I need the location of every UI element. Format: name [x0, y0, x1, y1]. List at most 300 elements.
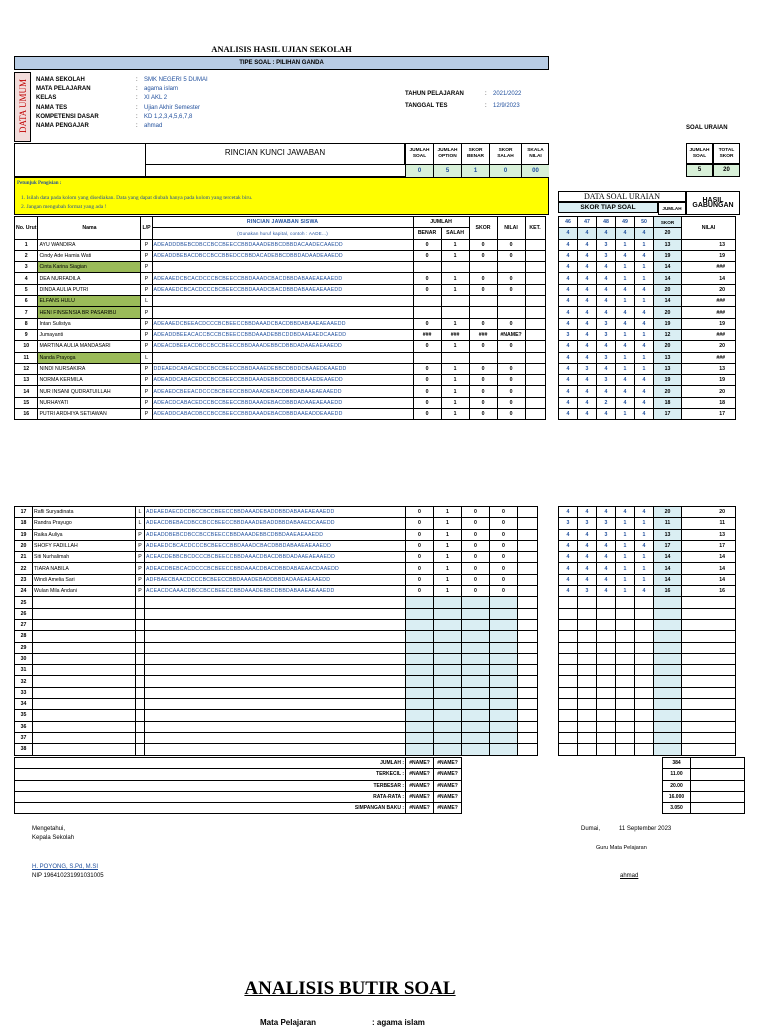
score: 0 — [469, 409, 497, 420]
essay-row-empty — [559, 744, 736, 755]
essay-count-value[interactable]: 5 — [686, 164, 713, 177]
score: 0 — [469, 341, 497, 352]
essay-score[interactable]: 4 — [578, 273, 597, 284]
student-answers[interactable]: ADEACDBEBACDBCCBCCBEECCBBDAAADEBADDBBDABAAEDCAAEDD — [145, 518, 406, 529]
score: 0 — [462, 563, 490, 574]
essay-score[interactable]: 4 — [559, 262, 578, 273]
correct-count — [413, 352, 441, 363]
essay-score[interactable]: 1 — [635, 296, 654, 307]
essay-score[interactable]: 1 — [635, 352, 654, 363]
correct-count: 0 — [406, 574, 434, 585]
correct-count: 0 — [413, 386, 441, 397]
essay-score[interactable]: 4 — [559, 563, 578, 574]
essay-score[interactable]: 4 — [597, 563, 616, 574]
essay-score[interactable]: 2 — [597, 397, 616, 408]
essay-score[interactable]: 1 — [635, 273, 654, 284]
essay-score[interactable]: 4 — [559, 529, 578, 540]
gender[interactable]: P — [136, 529, 145, 540]
key-value[interactable]: 0 — [405, 164, 433, 177]
gender[interactable]: P — [141, 273, 152, 284]
essay-score[interactable]: 4 — [616, 284, 635, 295]
essay-score[interactable]: 4 — [578, 239, 597, 250]
student-name[interactable]: NINDI NURSAKIRA — [38, 363, 141, 374]
gender[interactable]: P — [141, 375, 152, 386]
essay-score[interactable]: 4 — [635, 540, 654, 551]
essay-score[interactable]: 3 — [597, 352, 616, 363]
essay-score[interactable]: 4 — [597, 409, 616, 420]
empty-row: 36 — [15, 721, 538, 732]
student-name[interactable]: Randra Prayugo — [33, 518, 136, 529]
essay-score[interactable]: 4 — [635, 586, 654, 597]
student-name[interactable]: Siti Nurhalimah — [33, 552, 136, 563]
essay-score[interactable]: 1 — [616, 352, 635, 363]
grade: 0 — [497, 284, 525, 295]
item-analysis-title: ANALISIS BUTIR SOAL — [244, 978, 456, 999]
gender[interactable]: P — [141, 239, 152, 250]
table-row: 20 SHOFY FADILLAH P ADEAEDCBCACDCCCBCBEECCBBDAAADCBACDBBDABAAEAEAAEDD 0 1 0 0 — [15, 540, 538, 551]
student-name[interactable]: Cindy Ade Hamia Wati — [38, 250, 141, 261]
essay-score[interactable]: 4 — [635, 250, 654, 261]
essay-score[interactable]: 4 — [635, 318, 654, 329]
essay-score[interactable]: 4 — [578, 386, 597, 397]
remarks — [525, 341, 545, 352]
essay-score[interactable]: 1 — [616, 552, 635, 563]
student-answers[interactable]: ADEAEDCBEEACDCCCBCBEECCBBDAAADEBACDBBDABAAEAEAAEDD — [152, 386, 413, 397]
essay-score[interactable]: 4 — [559, 239, 578, 250]
student-answers[interactable] — [152, 262, 413, 273]
essay-score[interactable]: 4 — [578, 397, 597, 408]
student-answers[interactable]: ADEAAEDCBCACDCCCBCBEECCBBDAAADCBACDBBDABAAEAEAAEDD — [152, 273, 413, 284]
student-answers[interactable]: ACEACDEBBCBCDCCCBCBEECCBBDAAACDBACDBBDADAAEAEAAEDD — [145, 552, 406, 563]
empty-row: 30 — [15, 653, 538, 664]
wrong-count: 1 — [434, 540, 462, 551]
empty-row: 31 — [15, 665, 538, 676]
test-info-row: TANGGAL TES : 12/9/2023 — [405, 103, 520, 109]
wrong-count: 1 — [441, 363, 469, 374]
student-answers[interactable]: ADEADDCABACDBCCBCCBEECCBBDAAADEBACDBBDAAEADDEAAEDD — [152, 409, 413, 420]
essay-score[interactable]: 4 — [597, 296, 616, 307]
gender[interactable]: P — [136, 563, 145, 574]
table-row: 14 NUR INSANI QUDRATUILLAH P ADEAEDCBEEACDCCCBCBEECCBBDAAADEBACDBBDABAAEAEAAEDD 0 1 0 0 — [15, 386, 546, 397]
essay-score[interactable]: 1 — [635, 329, 654, 340]
info-row: KOMPETENSI DASAR : KD 1,2,3,4,5,6,7,8 — [36, 113, 193, 120]
essay-row-empty — [559, 732, 736, 743]
table-row: 11 Nanda Prayoga L — [15, 352, 546, 363]
essay-score[interactable]: 3 — [559, 329, 578, 340]
combined-result-header: HASIL GABUNGAN — [686, 191, 740, 215]
wrong-count: 1 — [434, 574, 462, 585]
combined-grade: 13 — [682, 239, 736, 250]
wrong-count: 1 — [434, 507, 462, 518]
student-answers[interactable]: DDEAEDCABACEDCCBCCBEECCBBDAAAEDEBBCDBDDCBAAEDEAAEDD — [152, 363, 413, 374]
essay-score[interactable]: 4 — [597, 586, 616, 597]
essay-score[interactable]: 4 — [559, 250, 578, 261]
wrong-count: 1 — [434, 518, 462, 529]
remarks — [518, 540, 538, 551]
student-name[interactable]: Intan Sulistya — [38, 318, 141, 329]
essay-score[interactable]: 4 — [559, 574, 578, 585]
grade: 0 — [490, 563, 518, 574]
essay-score[interactable]: 4 — [635, 386, 654, 397]
student-answers[interactable]: ADEAAEDCBCACDCCCBCBEECCBBDAAADCBACDBBDABAAEAEAAEDD — [152, 284, 413, 295]
essay-score[interactable]: 4 — [578, 341, 597, 352]
essay-score[interactable]: 1 — [635, 363, 654, 374]
student-name[interactable]: NURHAYATI — [38, 397, 141, 408]
key-value[interactable]: 0 — [489, 164, 521, 177]
score: 0 — [462, 552, 490, 563]
essay-score[interactable]: 4 — [559, 397, 578, 408]
essay-score[interactable]: 4 — [559, 540, 578, 551]
grade: 0 — [490, 529, 518, 540]
gender[interactable]: P — [136, 552, 145, 563]
wrong-count — [441, 296, 469, 307]
wrong-count: 1 — [441, 239, 469, 250]
gender[interactable]: P — [136, 574, 145, 585]
essay-row-empty — [559, 699, 736, 710]
answer-key-input[interactable] — [145, 164, 405, 177]
essay-score[interactable]: 4 — [559, 318, 578, 329]
essay-score[interactable]: 1 — [635, 574, 654, 585]
stat-row: RATA-RATA : #NAME? #NAME? 16.000 — [15, 791, 745, 802]
essay-score[interactable]: 1 — [616, 574, 635, 585]
gender[interactable]: P — [141, 250, 152, 261]
essay-score[interactable]: 4 — [578, 352, 597, 363]
grade: 0 — [490, 574, 518, 585]
essay-sum: 13 — [654, 363, 682, 374]
essay-score[interactable]: 4 — [635, 284, 654, 295]
essay-score[interactable]: 3 — [597, 250, 616, 261]
gender[interactable]: P — [141, 318, 152, 329]
essay-sum: 14 — [654, 552, 682, 563]
essay-sum: 11 — [654, 518, 682, 529]
essay-score[interactable]: 4 — [578, 529, 597, 540]
gender[interactable]: P — [141, 307, 152, 318]
combined-grade: ### — [682, 329, 736, 340]
essay-score[interactable]: 4 — [578, 284, 597, 295]
key-value[interactable]: 00 — [521, 164, 549, 177]
gender[interactable]: P — [141, 386, 152, 397]
principal-nip: NIP 196410231991031005 — [32, 873, 104, 879]
essay-score[interactable]: 4 — [635, 397, 654, 408]
essay-score[interactable]: 4 — [616, 507, 635, 518]
essay-score[interactable]: 4 — [578, 262, 597, 273]
essay-score[interactable]: 4 — [559, 409, 578, 420]
combined-grade: 14 — [682, 552, 736, 563]
gender[interactable]: L — [136, 518, 145, 529]
essay-score[interactable]: 4 — [559, 296, 578, 307]
essay-score[interactable]: 4 — [578, 296, 597, 307]
essay-score[interactable]: 4 — [616, 318, 635, 329]
wrong-count: 1 — [441, 397, 469, 408]
table-row: 9 Jumayanti P ADEADDBEEACACCBCCBCBEECCBBDAAADEBBCDDBDAAEAEDCAAEDD ### ### ### #NAME? — [15, 329, 546, 340]
wrong-count: 1 — [441, 273, 469, 284]
essay-score[interactable]: 1 — [616, 586, 635, 597]
student-answers[interactable] — [152, 296, 413, 307]
essay-score[interactable]: 4 — [597, 386, 616, 397]
student-name[interactable]: Cinta Karina Siagian — [38, 262, 141, 273]
student-answers[interactable]: ADEADDCABACEDCCBCCBEECCBBDAAADEBBCDDBDCBAAEDEAAEDD — [152, 375, 413, 386]
essay-score[interactable]: 4 — [597, 341, 616, 352]
essay-score[interactable]: 4 — [578, 409, 597, 420]
essay-row — [559, 307, 736, 318]
essay-score[interactable]: 3 — [597, 239, 616, 250]
essay-sum: 13 — [654, 529, 682, 540]
table-row: 24 Wulan Mila Andani P ACEACDCAAACDBCCBCCBEECCBBDAAADEBBCDBBDABAAEAEAAEDD 0 1 0 0 — [15, 586, 538, 597]
essay-score[interactable]: 4 — [597, 507, 616, 518]
student-name[interactable]: DINDA AULIA PUTRI — [38, 284, 141, 295]
essay-row-empty — [559, 631, 736, 642]
student-answers[interactable]: ADFBAECBAACDCCCBCBEECCBBDAAADEBADDBBDADAAEAEAAEDD — [145, 574, 406, 585]
remarks — [525, 329, 545, 340]
essay-score[interactable]: 1 — [635, 529, 654, 540]
essay-score[interactable]: 4 — [597, 284, 616, 295]
essay-score[interactable]: 1 — [616, 363, 635, 374]
table-row: 1 AYU WANDIRA P ADEADDDBEBCDBCCBCCBEECCBBDAAADEBBCDBBDACAADECAAEDD 0 1 0 0 — [15, 239, 546, 250]
essay-score[interactable]: 4 — [559, 507, 578, 518]
essay-score[interactable]: 4 — [597, 307, 616, 318]
gender[interactable]: L — [136, 507, 145, 518]
essay-score[interactable]: 1 — [616, 563, 635, 574]
student-answers[interactable]: ADEACDBEBCACDCCCBCBEECCBBDAAACDBACDBBDABAEAACDAAEDD — [145, 563, 406, 574]
essay-score[interactable]: 4 — [559, 273, 578, 284]
student-answers[interactable]: ADEAEDCBCACDCCCBCBEECCBBDAAADCBACDBBDABAAEAEAAEDD — [145, 540, 406, 551]
essay-score[interactable]: 4 — [635, 307, 654, 318]
gender[interactable]: P — [136, 586, 145, 597]
student-name[interactable]: PUTRI ARDHIYA SETIAWAN — [38, 409, 141, 420]
principal-label: Kepala Sekolah — [32, 835, 75, 841]
essay-score[interactable]: 4 — [559, 341, 578, 352]
essay-score[interactable]: 4 — [578, 318, 597, 329]
student-name[interactable]: TIARA NABILA — [33, 563, 136, 574]
empty-row: 29 — [15, 642, 538, 653]
student-answers[interactable]: ADEADDDBEBCDBCCBCCBEECCBBDAAADEBBCDBBDACAADECAAEDD — [152, 239, 413, 250]
essay-score[interactable]: 4 — [559, 307, 578, 318]
essay-row — [559, 262, 736, 273]
subject-value: : agama islam — [372, 1018, 425, 1027]
student-answers[interactable] — [152, 307, 413, 318]
key-value[interactable]: 5 — [433, 164, 461, 177]
essay-score[interactable]: 1 — [616, 239, 635, 250]
essay-score[interactable]: 4 — [597, 363, 616, 374]
student-answers[interactable]: ADEAAEDCBEEACDCCCBCBEECCBBDAAADCBACDBBDABAAEAEAAEDD — [152, 318, 413, 329]
essay-score[interactable]: 1 — [616, 518, 635, 529]
gender[interactable]: P — [141, 284, 152, 295]
student-name[interactable]: NUR INSANI QUDRATUILLAH — [38, 386, 141, 397]
gender[interactable]: L — [141, 296, 152, 307]
essay-score[interactable]: 4 — [597, 552, 616, 563]
essay-row — [559, 540, 736, 551]
essay-row — [559, 529, 736, 540]
student-answers[interactable]: ADEACDCABACEDCCBCCBEECCBBDAAADEBACDBBDADAAEAEAAEDD — [152, 397, 413, 408]
score: 0 — [462, 586, 490, 597]
essay-score[interactable]: 4 — [578, 540, 597, 551]
gender[interactable]: P — [136, 540, 145, 551]
remarks — [518, 574, 538, 585]
essay-score[interactable]: 4 — [578, 574, 597, 585]
essay-score[interactable]: 1 — [635, 518, 654, 529]
essay-score[interactable]: 3 — [597, 518, 616, 529]
essay-score[interactable]: 1 — [616, 409, 635, 420]
student-answers[interactable]: ADEAEDAECDCDBCCBCCBEECCBBDAAADEBADDBBDABAAEAEAAEDD — [145, 507, 406, 518]
student-name[interactable]: ELFANS HULU — [38, 296, 141, 307]
essay-score[interactable]: 1 — [616, 262, 635, 273]
essay-score[interactable]: 4 — [578, 563, 597, 574]
essay-score[interactable]: 4 — [616, 341, 635, 352]
student-name[interactable]: Rafli Suryadinata — [33, 507, 136, 518]
essay-score[interactable]: 1 — [616, 296, 635, 307]
student-name[interactable]: AYU WANDIRA — [38, 239, 141, 250]
table-row: 17 Rafli Suryadinata L ADEAEDAECDCDBCCBCCBEECCBBDAAADEBADDBBDABAAEAEAAEDD 0 1 0 0 — [15, 507, 538, 518]
essay-score[interactable]: 4 — [616, 375, 635, 386]
grade: 0 — [490, 586, 518, 597]
test-info-row: TAHUN PELAJARAN : 2021/2022 — [405, 91, 522, 97]
remarks — [525, 397, 545, 408]
essay-score[interactable]: 3 — [597, 318, 616, 329]
combined-grade: 17 — [682, 540, 736, 551]
student-name[interactable]: Windi Amelia Sari — [33, 574, 136, 585]
essay-score[interactable]: 4 — [559, 363, 578, 374]
essay-score[interactable]: 4 — [635, 341, 654, 352]
student-name[interactable]: Nanda Prayoga — [38, 352, 141, 363]
essay-score[interactable]: 3 — [578, 363, 597, 374]
student-name[interactable]: MARTINA AULIA MANDASARI — [38, 341, 141, 352]
student-name[interactable]: Raika Auliya — [33, 529, 136, 540]
essay-table-2 — [558, 506, 736, 756]
essay-score[interactable]: 4 — [597, 574, 616, 585]
essay-score[interactable]: 4 — [616, 397, 635, 408]
essay-score[interactable]: 4 — [559, 386, 578, 397]
student-name[interactable]: DEA NURFADILA — [38, 273, 141, 284]
empty-row: 33 — [15, 687, 538, 698]
table-row: 3 Cinta Karina Siagian P — [15, 262, 546, 273]
test-type-banner: TIPE SOAL : PILIHAN GANDA — [14, 56, 549, 70]
table-row: 12 NINDI NURSAKIRA P DDEAEDCABACEDCCBCCBEECCBBDAAAEDEBBCDBDDCBAAEDEAAEDD 0 1 0 0 — [15, 363, 546, 374]
gender[interactable]: P — [141, 363, 152, 374]
gender[interactable]: P — [141, 262, 152, 273]
essay-row-empty — [559, 687, 736, 698]
student-answers[interactable] — [152, 352, 413, 363]
essay-score[interactable]: 4 — [597, 540, 616, 551]
gender[interactable]: L — [141, 352, 152, 363]
essay-score[interactable]: 1 — [616, 273, 635, 284]
essay-sum: 20 — [654, 507, 682, 518]
wrong-count — [441, 262, 469, 273]
wrong-count: ### — [441, 329, 469, 340]
essay-score[interactable]: 3 — [559, 518, 578, 529]
essay-score[interactable]: 3 — [597, 529, 616, 540]
wrong-count: 1 — [434, 552, 462, 563]
correct-count: 0 — [406, 563, 434, 574]
essay-score[interactable]: 1 — [616, 529, 635, 540]
essay-row — [559, 341, 736, 352]
gender[interactable]: P — [141, 329, 152, 340]
essay-score[interactable]: 4 — [578, 250, 597, 261]
essay-sum: 19 — [654, 318, 682, 329]
essay-score[interactable]: 1 — [635, 563, 654, 574]
essay-score[interactable]: 4 — [559, 552, 578, 563]
student-name[interactable]: NORMA KERMILA — [38, 375, 141, 386]
remarks — [525, 318, 545, 329]
student-answers[interactable]: ACEACDCAAACDBCCBCCBEECCBBDAAADEBBCDBBDABAAEAEAAEDD — [145, 586, 406, 597]
essay-score[interactable]: 4 — [578, 307, 597, 318]
key-value[interactable]: 1 — [461, 164, 489, 177]
grade: 0 — [497, 318, 525, 329]
wrong-count: 1 — [441, 409, 469, 420]
essay-score[interactable]: 4 — [635, 375, 654, 386]
student-answers[interactable]: ADEACDBEEACDBCCBCCBEECCBBDAAADEBBCDBBDADAAEAEAAEDD — [152, 341, 413, 352]
student-answers[interactable]: ADEADDBEEACACCBCCBCBEECCBBDAAADEBBCDDBDAAEAEDCAAEDD — [152, 329, 413, 340]
essay-score[interactable]: 4 — [597, 273, 616, 284]
score: 0 — [469, 318, 497, 329]
essay-score[interactable]: 1 — [616, 540, 635, 551]
essay-row-empty — [559, 676, 736, 687]
table-row: 5 DINDA AULIA PUTRI P ADEAAEDCBCACDCCCBCBEECCBBDAAADCBACDBBDABAAEAEAAEDD 0 1 0 0 — [15, 284, 546, 295]
student-answers[interactable]: ADEADDBEBACDBCCBCCBBEDCCBBDACADEBBCDBBDADAADEAAEDD — [152, 250, 413, 261]
essay-score[interactable]: 1 — [635, 262, 654, 273]
essay-score[interactable]: 1 — [635, 552, 654, 563]
grade: 0 — [490, 518, 518, 529]
essay-score[interactable]: 3 — [597, 375, 616, 386]
correct-count: 0 — [413, 284, 441, 295]
data-umum-label: DATA UMUM — [14, 72, 31, 142]
student-name[interactable]: Wulan Mila Andani — [33, 586, 136, 597]
grade: 0 — [497, 239, 525, 250]
essay-score[interactable]: 4 — [616, 307, 635, 318]
gender[interactable]: P — [141, 409, 152, 420]
essay-score[interactable]: 4 — [616, 250, 635, 261]
remarks — [525, 284, 545, 295]
essay-score[interactable]: 4 — [578, 552, 597, 563]
essay-score[interactable]: 4 — [559, 586, 578, 597]
student-name[interactable]: SHOFY FADILLAH — [33, 540, 136, 551]
gender[interactable]: P — [141, 397, 152, 408]
essay-score[interactable]: 3 — [597, 329, 616, 340]
info-row: MATA PELAJARAN : agama islam — [36, 86, 179, 93]
essay-score[interactable]: 1 — [635, 239, 654, 250]
essay-score[interactable]: 4 — [578, 375, 597, 386]
essay-score[interactable]: 4 — [616, 386, 635, 397]
essay-score[interactable]: 4 — [635, 409, 654, 420]
essay-score[interactable]: 4 — [635, 507, 654, 518]
combined-grade: ### — [682, 307, 736, 318]
table-row: 13 NORMA KERMILA P ADEADDCABACEDCCBCCBEECCBBDAAADEBBCDDBDCBAAEDEAAEDD 0 1 0 0 — [15, 375, 546, 386]
test-info — [405, 88, 521, 112]
essay-score[interactable]: 4 — [578, 329, 597, 340]
essay-score[interactable]: 4 — [559, 284, 578, 295]
essay-max-row: 4 4 4 4 4 20 — [559, 228, 736, 239]
essay-score[interactable]: 4 — [578, 507, 597, 518]
combined-grade: 20 — [682, 284, 736, 295]
student-name[interactable]: HENI FINSENSIA BR PASARIBU — [38, 307, 141, 318]
essay-score[interactable]: 3 — [578, 518, 597, 529]
empty-row: 32 — [15, 676, 538, 687]
essay-row-empty — [559, 653, 736, 664]
student-answers[interactable]: ADEADDBEBCDBCCBCCBEECCBBDAAADEBBCDBBDAAEAEAAEDD — [145, 529, 406, 540]
essay-score[interactable]: 4 — [597, 262, 616, 273]
essay-score[interactable]: 4 — [559, 352, 578, 363]
grade: 0 — [497, 363, 525, 374]
student-name[interactable]: Jumayanti — [38, 329, 141, 340]
essay-score[interactable]: 1 — [616, 329, 635, 340]
essay-score[interactable]: 3 — [578, 586, 597, 597]
gender[interactable]: P — [141, 341, 152, 352]
wrong-count: 1 — [434, 529, 462, 540]
stat-row: JUMLAH : #NAME? #NAME? 384 — [15, 758, 745, 769]
teacher-name: ahmad — [620, 873, 639, 879]
correct-count — [413, 307, 441, 318]
table-row: 18 Randra Prayugo L ADEACDBEBACDBCCBCCBEECCBBDAAADEBADDBBDABAAEDCAAEDD 0 1 0 0 — [15, 518, 538, 529]
essay-score[interactable]: 4 — [559, 375, 578, 386]
